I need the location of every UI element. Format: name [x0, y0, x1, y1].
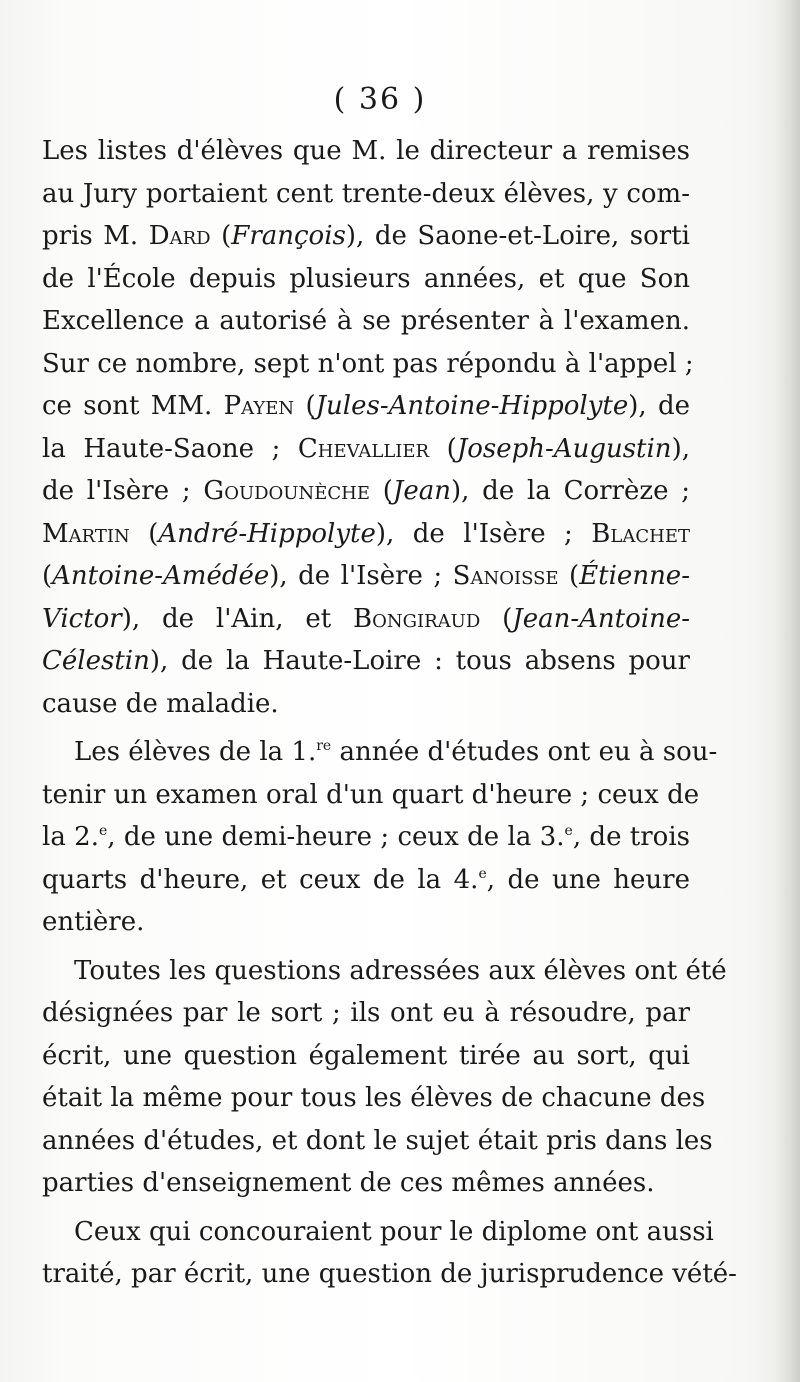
text-span: Les élèves de la 1.	[74, 737, 317, 767]
text-line	[42, 385, 690, 428]
text-span: ), de l'Ain, et	[121, 603, 354, 634]
text-span: années d'études, et dont le sujet était pris dans les	[42, 1125, 713, 1156]
text-span: (	[558, 561, 580, 591]
text-span: cause de maladie.	[42, 688, 279, 719]
text-span: la Haute-Saone ;	[42, 433, 298, 464]
proper-name: Martin	[42, 518, 130, 549]
italic-name: Jules-Antoine-Hippolyte	[315, 391, 629, 421]
text-span: , de une demi-heure ; ceux de la 3.	[107, 822, 565, 852]
text-span: ), de l'Isère ;	[269, 561, 453, 591]
text-span: traité, par écrit, une question de jurisprudence vété-	[42, 1259, 737, 1289]
text-span: (	[294, 391, 316, 421]
text-line	[42, 901, 690, 944]
superscript: e	[98, 823, 108, 839]
italic-name: Étienne-	[579, 561, 690, 591]
text-span: écrit, une question également tirée au sort, qui	[42, 1040, 690, 1071]
text-span: ), de la Haute-Loire : tous absens pour	[149, 646, 690, 676]
text-line	[42, 950, 727, 993]
italic-name: André-Hippolyte	[158, 518, 376, 549]
text-line	[42, 343, 694, 386]
italic-name: Jean-Antoine-	[512, 603, 690, 634]
text-line	[42, 774, 700, 817]
text-line	[42, 1077, 706, 1120]
text-span: ce sont MM.	[42, 391, 224, 421]
text-span: (	[369, 476, 393, 506]
page-edge-shadow	[774, 0, 800, 1382]
text-span: ), de	[628, 391, 690, 421]
italic-name: Antoine-Amédée	[52, 561, 270, 591]
text-span: , de une heure	[486, 864, 690, 895]
text-span: ), de Saone-et-Loire, sorti	[345, 221, 690, 251]
text-span: (	[129, 518, 159, 549]
text-span: désignées par le sort ; ils ont eu à résoudre, par	[42, 998, 690, 1028]
text-span: (	[480, 603, 513, 634]
italic-name: François	[231, 221, 346, 251]
text-span: , de trois	[572, 822, 690, 852]
proper-name: Bongiraud	[353, 603, 481, 634]
text-span: pris M.	[42, 221, 149, 251]
text-line	[42, 1035, 690, 1078]
text-span: (	[42, 561, 53, 591]
text-span: Toutes les questions adressées aux élèves ont été	[74, 955, 727, 986]
text-line	[42, 428, 690, 471]
text-span: tenir un examen oral d'un quart d'heure ; ceux de	[42, 779, 700, 810]
text-span: ), de l'Isère ;	[375, 518, 592, 549]
superscript: e	[478, 865, 487, 882]
text-line	[42, 1120, 713, 1163]
text-line	[42, 173, 690, 216]
text-span: (	[210, 221, 232, 251]
text-line	[42, 300, 690, 343]
text-span: quarts d'heure, et ceux de la 4.	[42, 864, 479, 895]
text-line	[42, 215, 690, 258]
text-line	[42, 640, 690, 683]
superscript: e	[564, 823, 573, 839]
text-line	[42, 683, 690, 726]
italic-name: Joseph-Augustin	[456, 433, 672, 464]
text-line	[42, 731, 718, 774]
text-span: Les listes d'élèves que M. le directeur a remises	[42, 136, 690, 166]
page-number: ( 36 )	[333, 82, 427, 117]
text-span: de l'École depuis plusieurs années, et que Son	[42, 263, 690, 294]
text-span: Sur ce nombre, sept n'ont pas répondu à l'appel ;	[42, 348, 694, 379]
text-span: Ceux qui concouraient pour le diplome ont aussi	[74, 1216, 714, 1247]
text-span: ), de la Corrèze ;	[450, 476, 690, 506]
text-span: la 2.	[42, 822, 99, 852]
text-line	[42, 1162, 690, 1205]
body-text	[42, 130, 737, 1296]
text-span: année d'études ont eu à sou-	[331, 737, 718, 767]
text-span: ),	[671, 433, 690, 464]
italic-name: Jean	[392, 476, 451, 506]
text-line	[42, 598, 690, 641]
superscript: re	[316, 738, 332, 754]
proper-name: Chevallier	[297, 433, 430, 464]
text-line	[42, 1211, 714, 1254]
italic-name: Victor	[42, 603, 122, 634]
proper-name: Sanoisse	[452, 561, 559, 591]
text-line	[42, 1253, 737, 1296]
proper-name: Payen	[223, 391, 295, 421]
text-span: de l'Isère ;	[42, 476, 204, 506]
proper-name: Blachet	[591, 518, 690, 549]
text-line	[42, 258, 690, 301]
proper-name: Dard	[148, 221, 211, 251]
text-line	[42, 470, 690, 513]
text-span: (	[429, 433, 457, 464]
text-line	[42, 555, 690, 598]
text-span: Excellence a autorisé à se présenter à l'examen.	[42, 306, 690, 336]
text-line	[42, 513, 690, 556]
italic-name: Célestin	[42, 646, 150, 676]
proper-name: Goudounèche	[203, 476, 370, 506]
text-line	[42, 859, 690, 902]
text-line	[42, 992, 690, 1035]
text-span: était la même pour tous les élèves de chacune des	[42, 1083, 706, 1113]
text-span: au Jury portaient cent trente-deux élèves, y com-	[42, 178, 690, 209]
text-span: parties d'enseignement de ces mêmes années.	[42, 1168, 655, 1198]
text-line	[42, 816, 690, 859]
text-span: entière.	[42, 907, 145, 937]
text-line	[42, 130, 690, 173]
